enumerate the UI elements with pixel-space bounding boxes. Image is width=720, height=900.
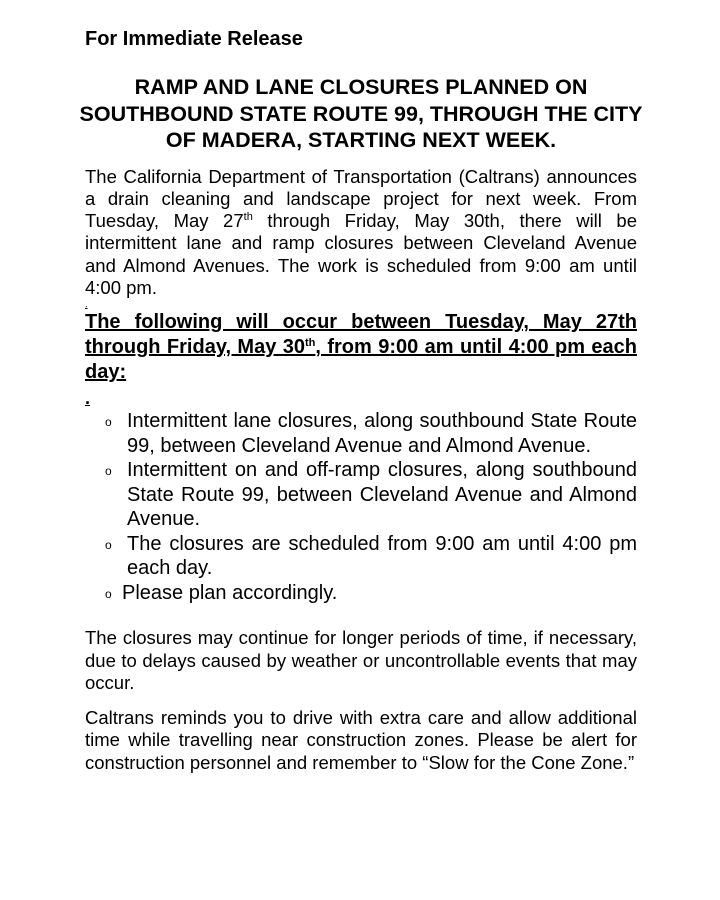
- list-item-text: Intermittent on and off-ramp closures, along southbound State Route 99, between Cleveland Avenue and Almond Avenue.: [127, 459, 637, 531]
- spacer: [85, 605, 637, 627]
- list-item: [85, 532, 637, 581]
- intro-text-end: through Friday, May 30th, there will be intermittent lane and ramp closures between Cleveland Avenue and Almond Avenues. The work is scheduled from 9:00 am until 4:00 pm.: [85, 210, 638, 298]
- bullet-circle-icon: o: [105, 537, 112, 552]
- subheading-text-end: , from 9:00 am until 4:00 pm each day:: [85, 336, 637, 384]
- closures-note-paragraph: The closures may continue for longer periods of time, if necessary, due to delays caused by weather or uncontrollable events that may occur.: [85, 627, 637, 693]
- intro-text-start: The California Department of Transportation (Caltrans) announces a drain cleaning and landscape project for next week. From Tuesday, May 27: [85, 165, 637, 232]
- list-item-text: Intermittent lane closures, along southbound State Route 99, between Cleveland Avenue and Almond Avenue.: [127, 410, 637, 457]
- list-item-text: Please plan accordingly.: [122, 581, 338, 604]
- list-item: [85, 581, 637, 606]
- safety-reminder-paragraph: Caltrans reminds you to drive with extra care and allow additional time while travelling near construction zones. Please be alert for construction personnel and remember to “Slow for the Cone Zone.”: [85, 707, 637, 773]
- headline: RAMP AND LANE CLOSURES PLANNED ON SOUTHBOUND STATE ROUTE 99, THROUGH THE CITY OF MADERA, STARTING NEXT WEEK.: [79, 75, 643, 152]
- schedule-subheading: [85, 310, 637, 385]
- subheading-text-start: The following will occur between Tuesday, May 27th through Friday, May 30: [85, 311, 637, 359]
- spacer-bold-dot: .: [85, 388, 91, 409]
- list-item: [85, 409, 637, 458]
- spacer: [85, 694, 637, 707]
- list-item: [85, 458, 637, 532]
- closure-list: [85, 409, 637, 605]
- spacer-dot: .: [85, 299, 88, 310]
- bullet-circle-icon: o: [105, 415, 112, 430]
- release-label: For Immediate Release: [85, 28, 303, 50]
- bullet-circle-icon: o: [105, 464, 112, 479]
- intro-paragraph: [85, 166, 637, 300]
- press-release: [79, 26, 643, 774]
- intro-ordinal-suffix: th: [243, 211, 253, 224]
- subheading-ordinal-suffix: th: [305, 337, 316, 350]
- list-item-text: The closures are scheduled from 9:00 am until 4:00 pm each day.: [127, 532, 637, 580]
- bullet-circle-icon: o: [105, 586, 112, 601]
